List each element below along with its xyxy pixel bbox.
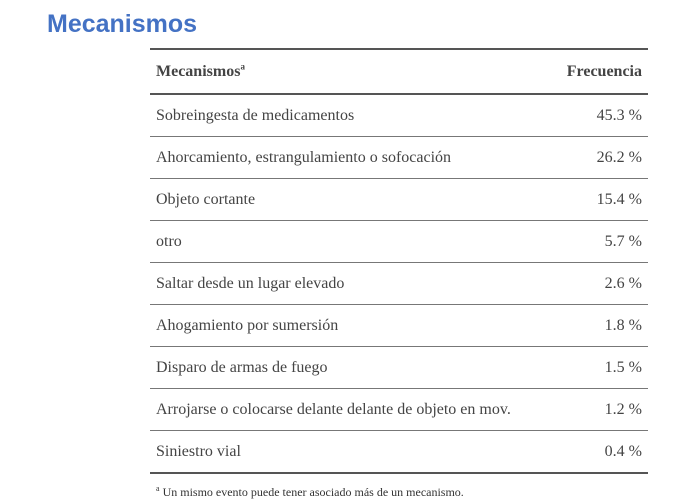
frequency-cell: 1.5 % bbox=[604, 358, 642, 376]
mechanisms-table-container bbox=[150, 48, 648, 474]
frequency-column-header: Frecuencia bbox=[566, 62, 642, 80]
mechanism-cell: Objeto cortante bbox=[156, 190, 256, 208]
table-row bbox=[150, 389, 648, 431]
table-row bbox=[150, 221, 648, 263]
table-row bbox=[150, 94, 648, 137]
frequency-cell: 45.3 % bbox=[596, 106, 642, 124]
frequency-cell: 1.8 % bbox=[604, 316, 642, 334]
mechanism-cell: Disparo de armas de fuego bbox=[156, 358, 328, 376]
frequency-cell: 5.7 % bbox=[604, 232, 642, 250]
header-row bbox=[150, 49, 648, 94]
mechanism-cell: Ahogamiento por sumersión bbox=[156, 316, 339, 334]
page-title: Mecanismos bbox=[47, 10, 198, 38]
frequency-cell: 1.2 % bbox=[604, 400, 642, 418]
mechanism-cell: Arrojarse o colocarse delante delante de objeto en mov. bbox=[156, 400, 511, 418]
table-row bbox=[150, 431, 648, 474]
table-header bbox=[150, 49, 648, 94]
footnote-marker: a bbox=[156, 484, 160, 493]
mechanism-cell: Siniestro vial bbox=[156, 442, 241, 460]
table-row bbox=[150, 263, 648, 305]
mechanism-cell: Saltar desde un lugar elevado bbox=[156, 274, 345, 292]
footnote-marker: a bbox=[240, 61, 245, 72]
frequency-cell: 15.4 % bbox=[596, 190, 642, 208]
table-row bbox=[150, 179, 648, 221]
table-row bbox=[150, 305, 648, 347]
frequency-cell: 26.2 % bbox=[596, 148, 642, 166]
mechanism-cell: Sobreingesta de medicamentos bbox=[156, 106, 355, 124]
table-row bbox=[150, 347, 648, 389]
mechanism-cell: Ahorcamiento, estrangulamiento o sofocación bbox=[156, 148, 452, 166]
table-row bbox=[150, 137, 648, 179]
mechanism-column-header bbox=[150, 49, 552, 94]
mechanism-header-label: Mecanismos bbox=[156, 62, 241, 80]
mechanism-cell: otro bbox=[156, 232, 182, 250]
footnote-text: Un mismo evento puede tener asociado más de un mecanismo. bbox=[162, 485, 464, 499]
frequency-cell: 0.4 % bbox=[604, 442, 642, 460]
frequency-cell: 2.6 % bbox=[604, 274, 642, 292]
table-body bbox=[150, 94, 648, 473]
mechanisms-table bbox=[150, 48, 648, 474]
